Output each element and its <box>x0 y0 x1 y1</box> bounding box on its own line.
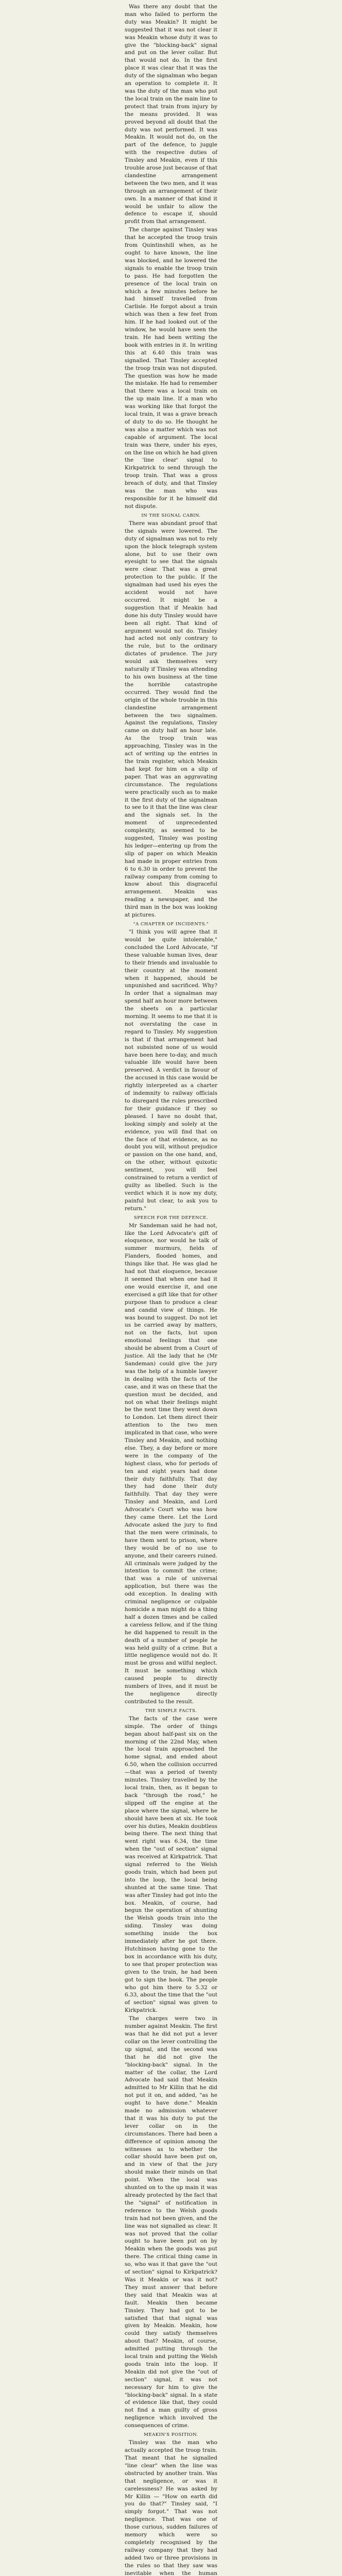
section-heading: "A CHAPTER OF INCIDENTS." <box>133 922 209 927</box>
section-heading: MEAKIN'S POSITION. <box>144 2432 198 2438</box>
section-heading: IN THE SIGNAL CABIN. <box>141 513 201 518</box>
article-paragraph: "I think you will agree that it would be quite intolerable," concluded the Lord Advocate, "if these valuable human lives, dear to their friends and invaluable to their country at the moment when it happened, should be unpunished and sacrificed. Why? In order that a signalman may spend half an hour more between the sheets on a particular morning. It seems to me that it is not overstating the case in regard to Tinsley. My suggestion is that if that arrangement had not subsisted none of us would have been here to-day, and much valuable life would have been preserved. A verdict in favour of the accused in this case would be rightly interpreted as a charter of indemnity to railway officials to disregard the rules prescribed for their guidance if they so pleased. I have no doubt that, looking simply and solely at the evidence, you will find that on the face of that evidence, as no doubt you will, without prejudice or passion on the one hand, and, on the other, without quixotic sentiment, you will feel constrained to return a verdict of guilty as libelled. Such is the verdict which it is now my duty, painful but clear, to ask you to return." <box>125 929 217 1212</box>
article-paragraph: Tinsley was the man who actually accepted the troop train. That meant that he signalled "line clear" when the line was obstructed by another train. Was that negligence, or was it carelessness? He was asked by Mr Killin — "How on earth did you do that?" Tinsley said, "I simply forgot." That was not negligence. That was one of those curious, sudden failures of memory which were so completely recognised by the railway company that they had added two or three provisions in the rules so that they saw was inevitable when the human <box>125 2439 217 2576</box>
section-heading: SPEECH FOR THE DEFENCE. <box>134 1215 208 1221</box>
article-paragraph: There was abundant proof that the signals were lowered. The duty of signalman was not to rely upon the block telegraph system alone, but to use their own eyesight to see that the signals were clear. That was a great protection to the public. If the signalman had used his eyes the accident would not have occurred. It might be a suggestion that if Meakin had done his duty Tinsley would have been all right. That kind of argument would not do. Tinsley had acted not only contrary to the rule, but to the ordinary dictates of prudence. The jury would ask themselves very naturally if Tinsley was attending to his own business at the time the horrible catastrophe occurred. They would find the origin of the whole trouble in this clandestine arrangement between the two signalmen. Against the regulations, Tinsley came on duty half an hour late. As the troop train was approaching, Tinsley was in the act of writing up the entries in the train register, which Meakin had kept for him on a slip of paper. That was an aggravating circumstance. The regulations were practically such as to make it the first duty of the signalman to see to it that the line was clear and the signals set. In the moment of unprecedented complexity, as seemed to be suggested, Tinsley was posting his ledger—entering up from the slip of paper on which Meakin had made in proper entries from 6 to 6.30 in order to prevent the railway company from coming to know about this disgraceful arrangement. Meakin was reading a newspaper, and the third man in the box was looking at pictures. <box>125 520 217 919</box>
section-heading: THE SIMPLE FACTS. <box>145 1708 197 1714</box>
article-column <box>125 3 217 2576</box>
article-paragraph: The charges were two in number against Meakin. The first was that he did not put a lever collar on the lever controlling the up signal, and the second was that he did not give the "blocking-back" signal. In the matter of the collar, the Lord Advocate had said that Meakin admitted to Mr Killin that he did not put it on, and added, "as he ought to have done." Meakin made no admission whatever that it was his duty to put the lever collar on in the circumstances. There had been a difference of opinion among the witnesses as to whether the collar should have been put on, and in view of that the jury should make their minds on that point. When the local was shunted on to the up main it was already protected by the fact that the "signal" of notification in reference to the Welsh goods train had not been given, and the line was not signalled as clear. It was not proved that the collar ought to have been put on by Meakin when the goods was put there. The critical thing came in so, who was it that gave the "out of section" signal to Kirkpatrick? Was it Meakin or was it not? They must answer that before they said that Meakin was at fault. Meakin then became Tinsley. They had got to be satisfied that that signal was given by Meakin. Meakin, how could they satisfy themselves about that? Meakin, of course, admitted putting through the local train and putting the Welsh goods train into the loop. If Meakin did not give the "out of section" signal, it was not necessary for him to give the "blocking-back" signal. In a state of evidence like that, they could not find a man guilty of gross negligence which involved the consequences of crime. <box>125 2015 217 2429</box>
article-paragraph: The facts of the case were simple. The order of things began about half-past six on the morning of the 22nd May, when the local train approached the home signal, and ended about 6.50, when the collision occurred —that was a period of twenty minutes. Tinsley travelled by the local train, then, as it began to back "through the road," he slipped off the engine at the place where the signal, where he should have been at six. He took over his duties, Meakin doubtless being there. The next thing that went right was 6.34, the time when the "out of section" signal was received at Kirkpatrick. That signal referred to the Welsh goods train, which had been put into the loop, the local being shunted at the same time. That was after Tinsley had got into the box. Meakin, of course, had begun the operation of shunting the Welsh goods train into the siding. Tinsley was doing something inside the box immediately after he got there. Hutchinson having gone to the box in accordance with his duty, to see that proper protection was given to the train, he had been got to sign the book. The people who got him there to 5.32 or 6.33, about the time that the "out of section" signal was given to Kirkpatrick. <box>125 1715 217 2014</box>
article-paragraph: Was there any doubt that the man who failed to perform the duty was Meakin? It might be suggested that it was not clear it was Meakin whose duty it was to give the "blocking-back" signal and put on the lever collar. But that would not do. In the first place it was clear that it was the duty of the signalman who began an operation to complete it. It was the duty of the man who put the local train on the main line to protect that train from injury by the means provided. It was proved beyond all doubt that the duty was not performed. It was Meakin. It would not do, on the part of the defence, to juggle with the respective duties of Tinsley and Meakin, even if this trouble arose just because of that clandestine arrangement between the two men, and it was through an arrangement of their own. In a manner of that kind it would be unfair to allow the defence to escape if, should profit from that arrangement. <box>125 4 217 225</box>
article-paragraph: The charge against Tinsley was that he accepted the troop train from Quintinshill when, as he ought to have known, the line was blocked, and he lowered the signals to enable the troop train to pass. He had forgotten the presence of the local train on which a few minutes before he had himself travelled from Carlisle. He forgot about a train which was then a few feet from him. If he had looked out of the window, he would have seen the train. He had been writing the book with entries in it. In writing this at 6.40 this train was signalled. That Tinsley accepted the troop train was not disputed. The question was how he made the mistake. He had to remember that there was a local train on the up main line. If a man who was working like that forgot the local train, it was a grave breach of duty to do so. He thought he was also a matter which was not capable of argument. The local train was there, under his eyes, on the line on which he had given the 'line clear' signal to Kirkpatrick to send through the troop train. That was a gross breach of duty, and that Tinsley was the man who was responsible for it he himself did not dispute. <box>125 227 217 510</box>
article-paragraph: Mr Sandeman said he had not, like the Lord Advocate's gift of eloquence, nor would he talk of summer murmurs, fields of Flanders, flooded homes, and things like that. He was glad he had not that eloquence, because it seemed that when one had it one would exercise it, and one exercised a gift like that for other purpose than to produce a clear and candid view of things. He was bound to suggest. Do not let us be carried away by matters, not on the facts, but upon emotional feelings that one should be absent from a Court of justice. All the lady that he (Mr Sandeman) could give the jury was the help of a humble lawyer in dealing with the facts of the case, and it was on these that the question must be decided, and not on what their feelings might be the next time they went down to London. Let them direct their attention to the two men implicated in that case, who were Tinsley and Meakin, and nothing else. They, a day before or more were in the company of the highest class, who for periods of ten and eight years had done their duty faithfully. That day they had done their duty faithfully. That day they were Tinsley and Meakin, and Lord Advocate's Court who was how they came there. Let the Lord Advocate asked the jury to find that the men were criminals, to have them sent to prison, where they would be of no use to anyone, and their careers ruined. All criminals were judged by the intention to commit the crime; that was a rule of universal application, but there was the odd exception. In dealing with criminal negligence or culpable homicide a man might do a thing half a dozen times and be called a careless fellow, and if the thing he did happened to result in the death of a number of people he was held guilty of a crime. But a little negligence would not do. It must be gross and wilful neglect. It must be something which caused people to directly numbers of lives, and it must be the negligence directly contributed to the result. <box>125 1222 217 1705</box>
